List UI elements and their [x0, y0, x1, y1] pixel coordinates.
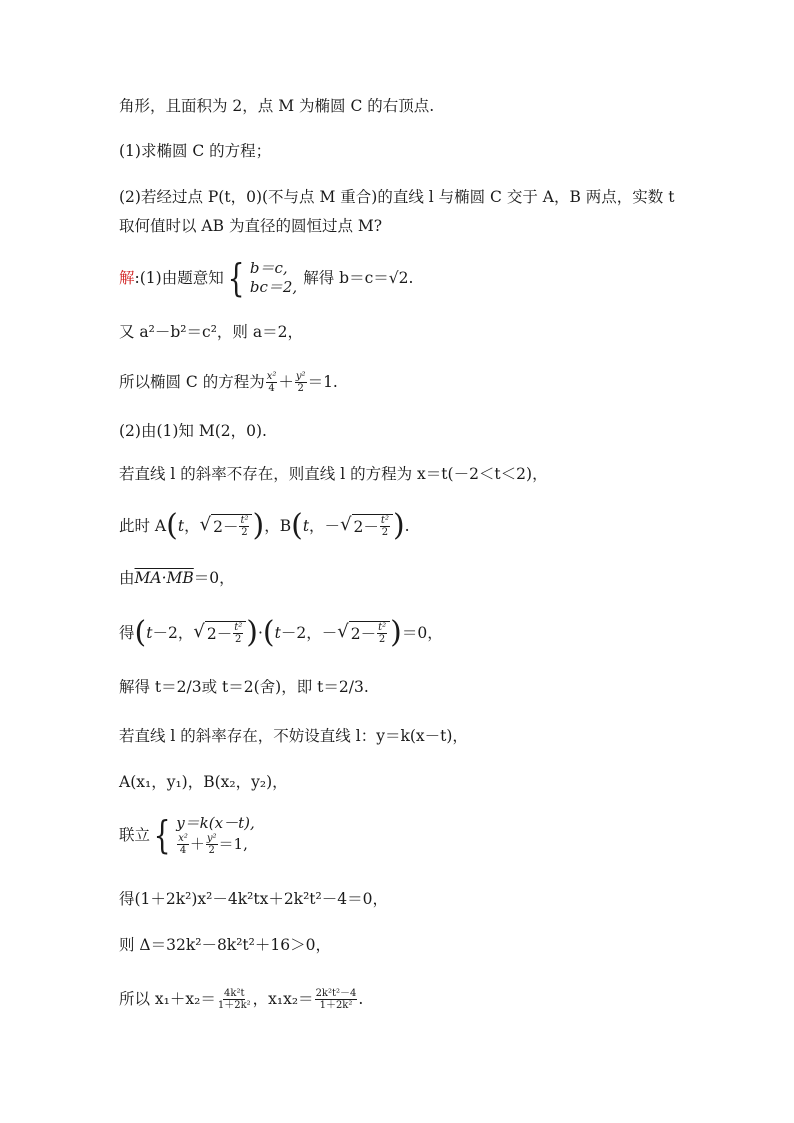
problem-text: 角形，且面积为 2，点 M 为椭圆 C 的右顶点.	[119, 97, 435, 115]
solution-text-15a: 所以 x₁＋x₂＝	[119, 990, 216, 1008]
system-2: y＝k(x－t), $\frac{\text{x²}}{4}$ ＋ $\frac{\text{y²}}{2}$ ＝1,	[176, 814, 255, 856]
solution-text-11: A(x₁，y₁)，B(x₂，y₂)，	[119, 773, 288, 791]
solution-text-6b: ，B	[264, 517, 292, 535]
solution-text-9: 解得 t＝2/3或 t＝2(舍)，即 t＝2/3.	[119, 678, 369, 696]
solution-line-9	[119, 676, 699, 698]
system-brace: {	[153, 813, 171, 857]
solution-line-7	[119, 567, 699, 589]
solution-label: 解	[119, 269, 135, 287]
solution-line-13	[119, 888, 699, 910]
fraction-sum: $\frac{\text{4k²t}}{\text{1＋2k²}}$	[217, 987, 251, 1011]
solution-text-8b: ＝0，	[401, 624, 443, 642]
solution-line-12	[119, 812, 699, 858]
system-1	[250, 259, 297, 297]
solution-line-2	[119, 321, 699, 343]
problem-text-line	[119, 95, 699, 117]
solution-line-6: 此时 A ( t ， √ 2－ $\frac{\text{t²}}{2}$ ) ，B ( t ，－ √ 2－ $\frac{\text{t²}}{2}$ ) .	[119, 508, 410, 543]
solution-text-7a: 由	[119, 569, 135, 587]
solution-text-4: (2)由(1)知 M(2，0).	[119, 422, 267, 440]
sqrt-expr: √ 2－ $\frac{\text{t²}}{2}$	[193, 621, 246, 645]
solution-text-7b: ＝0，	[193, 569, 235, 587]
solution-text-6c: .	[404, 517, 410, 535]
system-2-eq-a: y＝k(x－t),	[176, 814, 255, 832]
solution-line-4	[119, 420, 699, 442]
vector-product: MA·MB	[134, 569, 194, 587]
question-2-text-2: 取何值时以 AB 为直径的圆恒过点 M?	[119, 217, 383, 235]
solution-text-3-end: ＝1.	[307, 373, 338, 391]
solution-line-3: 所以椭圆 C 的方程为 $\frac{\text{x²}}{4}$ ＋ $\frac{\text{y²}}{2}$ ＝1.	[119, 370, 338, 394]
solution-text-6a: 此时 A	[119, 517, 167, 535]
question-1	[119, 140, 699, 162]
solution-text-14: 则 Δ＝32k²－8k²t²＋16＞0，	[119, 936, 331, 954]
solution-text-3: 所以椭圆 C 的方程为	[119, 373, 265, 391]
sqrt-expr: √ 2－ $\frac{\text{t²}}{2}$	[340, 514, 393, 538]
solution-text-10: 若直线 l 的斜率存在，不妨设直线 l：y＝k(x－t)，	[119, 727, 468, 745]
fraction-product: $\frac{\text{2k²t²－4}}{\text{1＋2k²}}$	[315, 987, 357, 1011]
system-1-eq-b: bc＝2,	[249, 278, 298, 296]
solution-line-1	[119, 258, 699, 298]
system-brace: {	[227, 256, 245, 300]
solution-intro: :(1)由题意知	[134, 269, 224, 287]
solution-text-13: 得(1＋2k²)x²－4k²tx＋2k²t²－4＝0，	[119, 890, 388, 908]
solution-line-15	[119, 982, 699, 1016]
solution-text-8a: 得	[119, 624, 135, 642]
solution-line-10	[119, 725, 699, 747]
fraction-x2-4: $\frac{\text{x²}}{4}$	[266, 370, 277, 394]
question-2-text-1: (2)若经过点 P(t，0)(不与点 M 重合)的直线 l 与椭圆 C 交于 A，B 两点，实数 t	[119, 188, 675, 206]
solution-line-14	[119, 934, 699, 956]
system-2-eq-b: ＝1,	[218, 835, 248, 853]
question-2-line-1	[119, 186, 699, 208]
solution-text-15c: .	[358, 990, 364, 1008]
solution-line-8: 得 ( t －2， √ 2－ $\frac{\text{t²}}{2}$ ) · ( t －2，－ √ 2－ $\frac{\text{t²}}{2}$ ) ＝0，	[119, 615, 443, 650]
sqrt-expr: √ 2－ $\frac{\text{t²}}{2}$	[200, 514, 253, 538]
solution-line-5	[119, 463, 699, 485]
solution-text-2: 又 a²－b²＝c²，则 a＝2，	[119, 323, 303, 341]
solution-text-15b: ，x₁x₂＝	[252, 990, 314, 1008]
sqrt-expr: √ 2－ $\frac{\text{t²}}{2}$	[337, 621, 390, 645]
fraction-y2-2: $\frac{\text{y²}}{2}$	[295, 370, 306, 394]
solution-text-5: 若直线 l 的斜率不存在，则直线 l 的方程为 x＝t(－2＜t＜2)，	[119, 465, 548, 483]
solution-text-12: 联立	[119, 826, 151, 844]
solution-line-11	[119, 771, 699, 793]
question-2-line-2	[119, 215, 699, 237]
system-1-eq-a: b＝c,	[249, 259, 288, 277]
question-1-text: (1)求椭圆 C 的方程；	[119, 142, 272, 160]
solution-result-1: 解得 b＝c＝√2.	[303, 269, 414, 287]
